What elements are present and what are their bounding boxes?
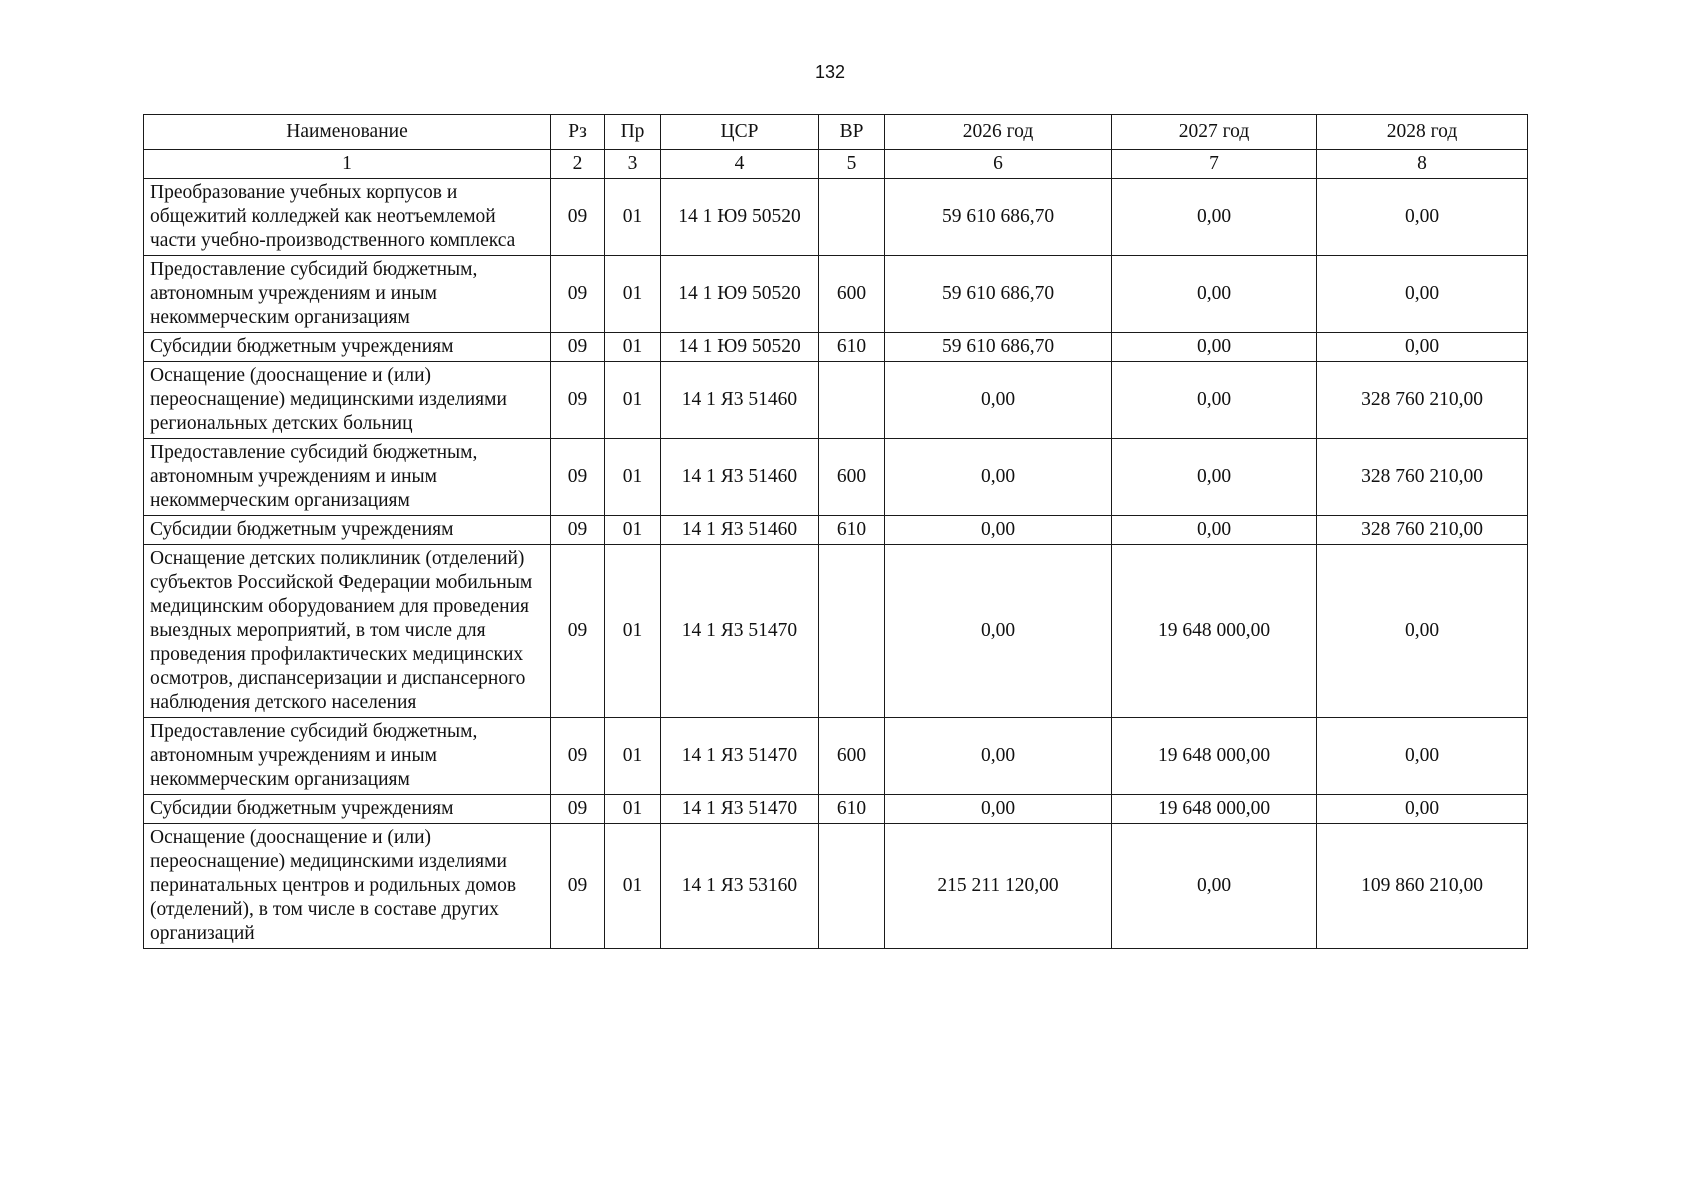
header-2027: 2027 год xyxy=(1112,115,1317,150)
row-rz: 09 xyxy=(551,718,605,795)
row-csr: 14 1 Я3 51470 xyxy=(661,795,819,824)
row-2028: 0,00 xyxy=(1317,795,1528,824)
row-2026: 0,00 xyxy=(885,516,1112,545)
row-name: Предоставление субсидий бюджетным, автономным учреждениям и иным некоммерческим организациям xyxy=(144,439,551,516)
row-name: Оснащение детских поликлиник (отделений) субъектов Российской Федерации мобильным медицинским оборудованием для проведения выездных мероприятий, в том числе для проведения профилактических медицинских осмотров, диспансеризации и диспансерного наблюдения детского населения xyxy=(144,545,551,718)
header-2028: 2028 год xyxy=(1317,115,1528,150)
row-rz: 09 xyxy=(551,439,605,516)
row-pr: 01 xyxy=(605,795,661,824)
row-2028: 0,00 xyxy=(1317,179,1528,256)
row-2028: 328 760 210,00 xyxy=(1317,362,1528,439)
row-pr: 01 xyxy=(605,333,661,362)
row-name: Субсидии бюджетным учреждениям xyxy=(144,795,551,824)
header-row xyxy=(144,115,1528,150)
row-csr: 14 1 Я3 51470 xyxy=(661,545,819,718)
row-csr: 14 1 Я3 53160 xyxy=(661,824,819,949)
header-pr: Пр xyxy=(605,115,661,150)
table-row xyxy=(144,256,1528,333)
row-2027: 0,00 xyxy=(1112,824,1317,949)
header-vr: ВР xyxy=(819,115,885,150)
row-csr: 14 1 Я3 51460 xyxy=(661,362,819,439)
row-2027: 0,00 xyxy=(1112,362,1317,439)
row-2028: 0,00 xyxy=(1317,256,1528,333)
row-vr xyxy=(819,824,885,949)
header-2026: 2026 год xyxy=(885,115,1112,150)
row-pr: 01 xyxy=(605,718,661,795)
row-vr: 610 xyxy=(819,516,885,545)
row-2026: 59 610 686,70 xyxy=(885,179,1112,256)
row-2028: 0,00 xyxy=(1317,545,1528,718)
row-rz: 09 xyxy=(551,516,605,545)
table-row xyxy=(144,179,1528,256)
row-vr: 610 xyxy=(819,795,885,824)
column-index: 7 xyxy=(1112,150,1317,179)
budget-table xyxy=(143,114,1528,949)
row-pr: 01 xyxy=(605,256,661,333)
row-csr: 14 1 Я3 51460 xyxy=(661,439,819,516)
row-2028: 328 760 210,00 xyxy=(1317,516,1528,545)
row-rz: 09 xyxy=(551,795,605,824)
row-2027: 0,00 xyxy=(1112,333,1317,362)
table-body xyxy=(144,179,1528,949)
column-index: 3 xyxy=(605,150,661,179)
column-index: 8 xyxy=(1317,150,1528,179)
page-number: 132 xyxy=(814,62,846,82)
row-2027: 19 648 000,00 xyxy=(1112,795,1317,824)
row-name: Предоставление субсидий бюджетным, автономным учреждениям и иным некоммерческим организациям xyxy=(144,256,551,333)
row-2027: 0,00 xyxy=(1112,516,1317,545)
row-vr: 610 xyxy=(819,333,885,362)
row-2026: 0,00 xyxy=(885,795,1112,824)
row-vr: 600 xyxy=(819,256,885,333)
row-name: Субсидии бюджетным учреждениям xyxy=(144,516,551,545)
row-name: Преобразование учебных корпусов и общежитий колледжей как неотъемлемой части учебно-производственного комплекса xyxy=(144,179,551,256)
row-2026: 59 610 686,70 xyxy=(885,256,1112,333)
row-csr: 14 1 Ю9 50520 xyxy=(661,333,819,362)
table-row xyxy=(144,545,1528,718)
row-pr: 01 xyxy=(605,179,661,256)
table-row xyxy=(144,516,1528,545)
row-csr: 14 1 Я3 51460 xyxy=(661,516,819,545)
row-2027: 0,00 xyxy=(1112,439,1317,516)
row-rz: 09 xyxy=(551,333,605,362)
row-2028: 328 760 210,00 xyxy=(1317,439,1528,516)
row-2026: 0,00 xyxy=(885,362,1112,439)
row-pr: 01 xyxy=(605,824,661,949)
row-vr: 600 xyxy=(819,718,885,795)
row-name: Оснащение (дооснащение и (или) переоснащение) медицинскими изделиями региональных детских больниц xyxy=(144,362,551,439)
header-csr: ЦСР xyxy=(661,115,819,150)
row-rz: 09 xyxy=(551,362,605,439)
row-2026: 59 610 686,70 xyxy=(885,333,1112,362)
row-pr: 01 xyxy=(605,362,661,439)
header-rz: Рз xyxy=(551,115,605,150)
row-name: Оснащение (дооснащение и (или) переоснащение) медицинскими изделиями перинатальных центров и родильных домов (отделений), в том числе в составе других организаций xyxy=(144,824,551,949)
column-index-row xyxy=(144,150,1528,179)
row-vr xyxy=(819,362,885,439)
row-2026: 0,00 xyxy=(885,545,1112,718)
row-2028: 109 860 210,00 xyxy=(1317,824,1528,949)
row-2027: 0,00 xyxy=(1112,179,1317,256)
row-csr: 14 1 Ю9 50520 xyxy=(661,256,819,333)
column-index: 5 xyxy=(819,150,885,179)
row-2026: 0,00 xyxy=(885,439,1112,516)
row-vr: 600 xyxy=(819,439,885,516)
table-row xyxy=(144,718,1528,795)
row-rz: 09 xyxy=(551,545,605,718)
row-name: Предоставление субсидий бюджетным, автономным учреждениям и иным некоммерческим организациям xyxy=(144,718,551,795)
row-2028: 0,00 xyxy=(1317,718,1528,795)
row-2026: 0,00 xyxy=(885,718,1112,795)
column-index: 6 xyxy=(885,150,1112,179)
column-index: 4 xyxy=(661,150,819,179)
row-rz: 09 xyxy=(551,824,605,949)
table-row xyxy=(144,795,1528,824)
table-row xyxy=(144,362,1528,439)
column-index: 2 xyxy=(551,150,605,179)
row-pr: 01 xyxy=(605,545,661,718)
row-rz: 09 xyxy=(551,256,605,333)
row-2027: 19 648 000,00 xyxy=(1112,545,1317,718)
row-name: Субсидии бюджетным учреждениям xyxy=(144,333,551,362)
row-2027: 19 648 000,00 xyxy=(1112,718,1317,795)
row-pr: 01 xyxy=(605,439,661,516)
row-2028: 0,00 xyxy=(1317,333,1528,362)
table-row xyxy=(144,824,1528,949)
row-pr: 01 xyxy=(605,516,661,545)
column-index: 1 xyxy=(144,150,551,179)
table-header xyxy=(144,115,1528,179)
row-2026: 215 211 120,00 xyxy=(885,824,1112,949)
table-row xyxy=(144,439,1528,516)
row-rz: 09 xyxy=(551,179,605,256)
row-vr xyxy=(819,179,885,256)
row-csr: 14 1 Я3 51470 xyxy=(661,718,819,795)
header-name: Наименование xyxy=(144,115,551,150)
row-csr: 14 1 Ю9 50520 xyxy=(661,179,819,256)
row-2027: 0,00 xyxy=(1112,256,1317,333)
table-row xyxy=(144,333,1528,362)
row-vr xyxy=(819,545,885,718)
